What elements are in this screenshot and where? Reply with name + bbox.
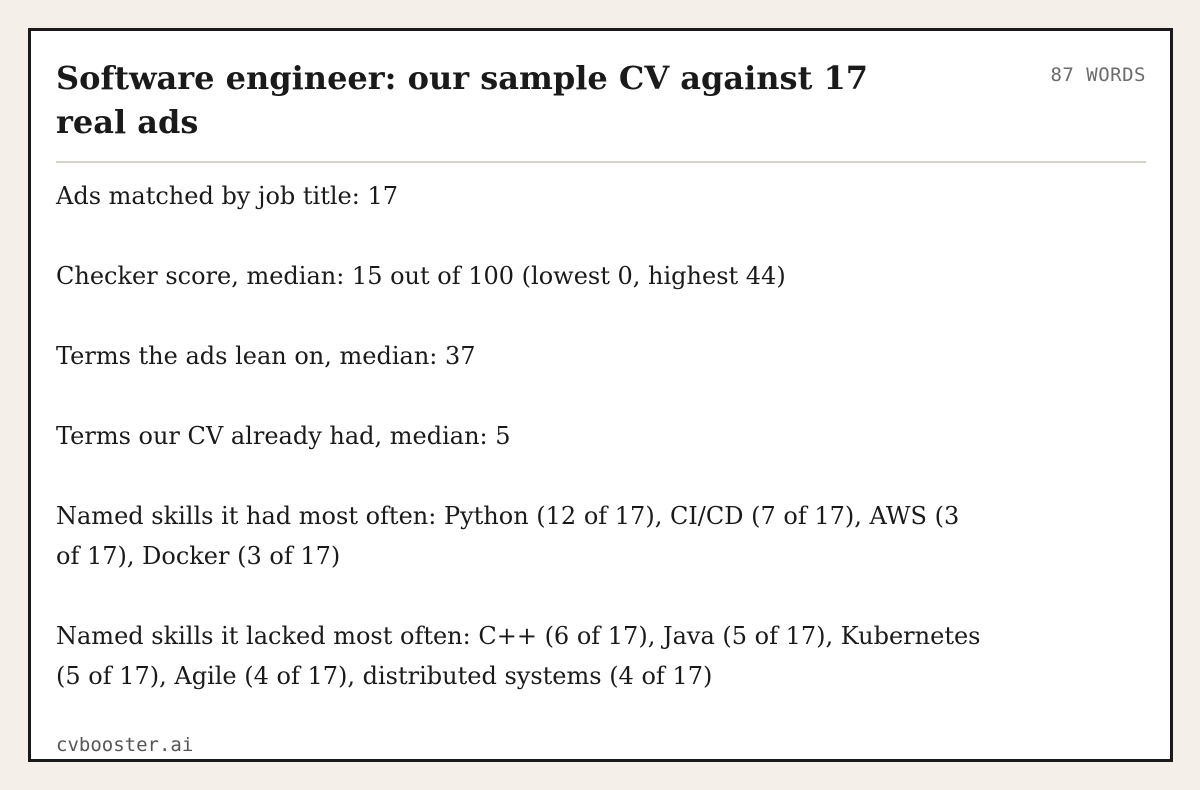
stat-terms-ads: Terms the ads lean on, median: 37 [56, 342, 476, 370]
stats-list [56, 176, 986, 696]
site-footer: cvbooster.ai [56, 734, 194, 756]
card-title: Software engineer: our sample CV against 17 real ads [56, 59, 869, 141]
summary-card [28, 28, 1173, 762]
stat-ads-matched: Ads matched by job title: 17 [56, 182, 398, 210]
stat-terms-cv: Terms our CV already had, median: 5 [56, 422, 511, 450]
stat-skills-lacked: Named skills it lacked most often: C++ (6 of 17), Java (5 of 17), Kubernetes (5 of 17), Agile (4 of 17), distributed systems (4 of 17) [56, 622, 981, 690]
stat-checker-score: Checker score, median: 15 out of 100 (lowest 0, highest 44) [56, 262, 786, 290]
word-count-label: 87 WORDS [1050, 64, 1146, 86]
card-header [56, 56, 1146, 163]
stat-skills-had: Named skills it had most often: Python (12 of 17), CI/CD (7 of 17), AWS (3 of 17), Docker (3 of 17) [56, 502, 960, 570]
